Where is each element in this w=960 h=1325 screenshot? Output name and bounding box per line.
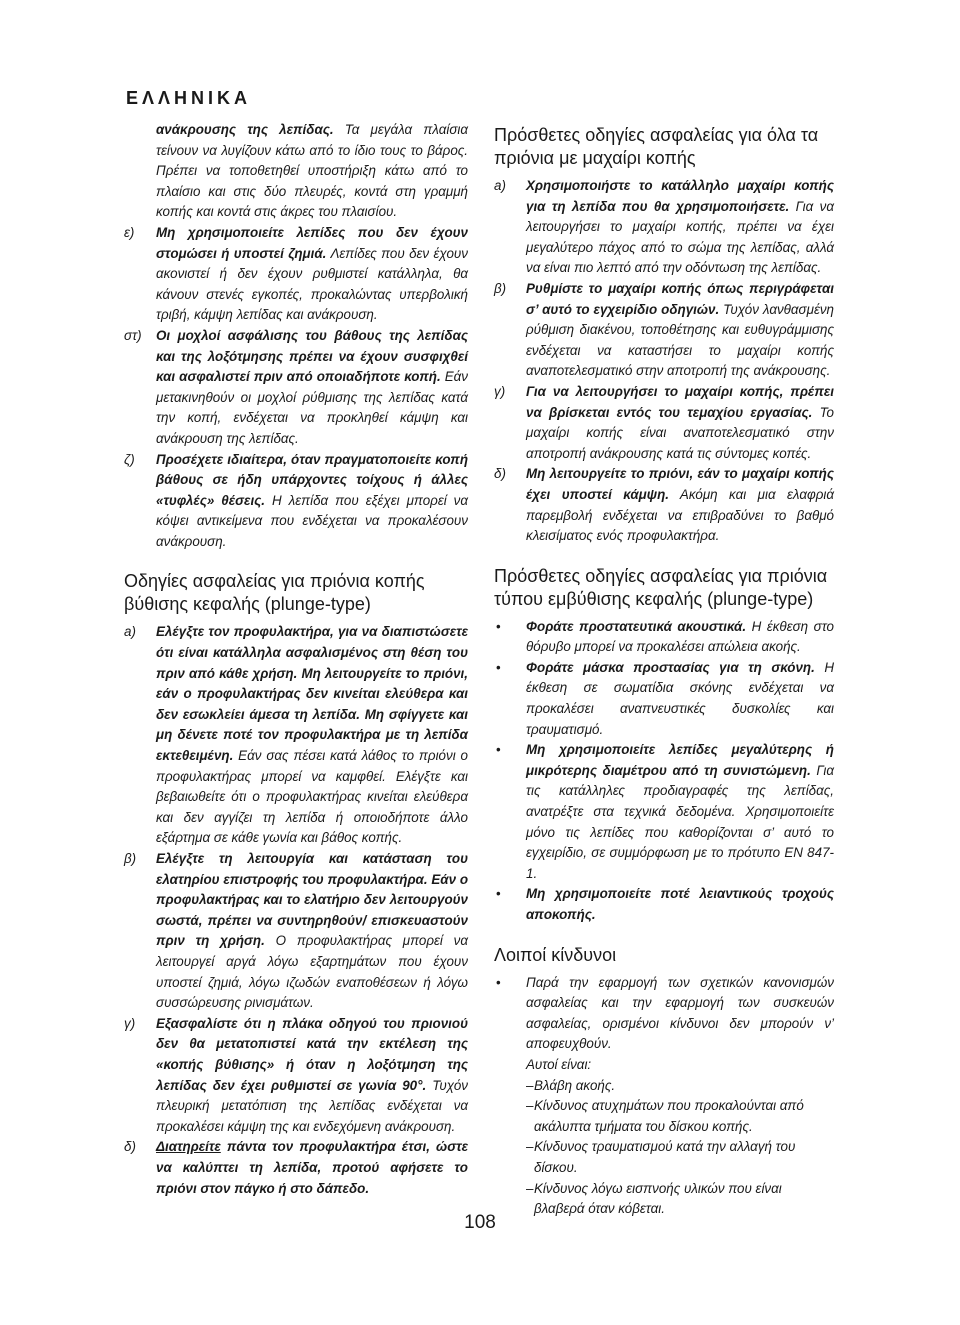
item-marker: δ) bbox=[494, 466, 506, 482]
section-heading-plunge-extra: Πρόσθετες οδηγίες ασφαλείας για πριόνια τύπου εμβύθισης κεφαλής (plunge-type) bbox=[494, 565, 828, 609]
risk-text: Κίνδυνος τραυματισμού κατά την αλλαγή του δίσκου. bbox=[534, 1139, 796, 1175]
item-b bbox=[494, 279, 834, 382]
page-number: 108 bbox=[464, 1212, 496, 1233]
risk-text: Βλάβη ακοής. bbox=[534, 1077, 616, 1093]
risk-item bbox=[494, 1137, 834, 1178]
item-marker: δ) bbox=[124, 1139, 136, 1155]
bullet-item bbox=[494, 973, 834, 1055]
bullet-marker: • bbox=[496, 618, 501, 634]
bullet-marker: • bbox=[496, 742, 501, 758]
dash-marker: – bbox=[526, 1098, 534, 1114]
dash-marker: – bbox=[526, 1180, 534, 1196]
item-bold-underlined: Διατηρείτε bbox=[156, 1139, 221, 1155]
item-text: Εάν μετακινηθούν οι μοχλοί ρύθμισης της λεπίδας κατά την κοπή, ενδέχεται να προκληθεί κάμψη και ανάκρουση της λεπίδας. bbox=[156, 369, 468, 446]
item-b bbox=[124, 849, 468, 1014]
item-text: Ακόμη και μια ελαφριά παρεμβολή ενδέχεται να επιβραδύνει το βαθμό κλεισίματος ενός προφυλακτήρα. bbox=[526, 486, 834, 544]
item-text: Τυχόν πλευρική μετατόπιση της λεπίδας ενδέχεται να προκαλέσει κάμψη της και ενδεχόμενη ανάκρουση. bbox=[156, 1077, 468, 1134]
item-text: Ο προφυλακτήρας μπορεί να λειτουργεί αργά λόγω εξαρτημάτων που έχουν υποστεί ζημιά, λόγω ιζωδών εναποθέσεων ή λόγω συσσώρευσης ρινισμάτων. bbox=[156, 933, 468, 1011]
item-d bbox=[494, 464, 834, 546]
item-marker: γ) bbox=[494, 383, 506, 399]
item-marker: β) bbox=[124, 851, 137, 866]
risk-text: Κίνδυνος λόγω εισπνοής υλικών που είναι βλαβερά όταν κόβεται. bbox=[534, 1180, 782, 1217]
item-a bbox=[124, 622, 468, 849]
item-g bbox=[124, 1014, 468, 1138]
intro-paragraph bbox=[124, 120, 468, 223]
item-marker: στ) bbox=[124, 327, 142, 343]
item-bold: Χρησιμοποιήστε το κατάλληλο μαχαίρι κοπής για τη λεπίδα που θα χρησιμοποιήσετε. bbox=[526, 178, 834, 214]
item-bold: Για να λειτουργήσει το μαχαίρι κοπής, πρέπει να βρίσκεται εντός του τεμαχίου εργασίας. bbox=[526, 383, 834, 420]
item-marker: a) bbox=[124, 624, 136, 640]
bullet-bold: Μη χρησιμοποιείτε ποτέ λειαντικούς τροχούς αποκοπής. bbox=[526, 886, 834, 922]
bullet-item bbox=[494, 884, 834, 925]
risk-item bbox=[494, 1096, 834, 1137]
item-bold: Ελέγξτε τον προφυλακτήρα, για να διαπιστώσετε ότι είναι κατάλληλα ασφαλισμένος στη θέση του πριν από κάθε χρήση. Μη λειτουργείτε το πριόνι, εάν ο προφυλακτήρας δεν κινείται ελεύθερα και δεν εσωκλείει άμεσα τη λεπίδα. Μη σφίγγετε και μη δένετε ποτέ τον προφυλακτήρα με τη λεπίδα εκτεθειμένη. bbox=[156, 624, 468, 764]
intro-text: Τα μεγάλα πλαίσια τείνουν να λυγίζουν κάτω από το ίδιο τους το βάρος. Πρέπει να τοποθετηθεί υποστήριξη κάτω από το πλαίσιο και στις δύο πλευρές, κοντά στη γραμμή κοπής και κοντά στις άκρες του πλαισίου. bbox=[156, 122, 468, 220]
item-bold: Μη χρησιμοποιείτε λεπίδες που δεν έχουν στομώσει ή υποστεί ζημιά. bbox=[156, 224, 468, 261]
item-text: Το μαχαίρι κοπής είναι αναποτελεσματικό στην αποτροπή ανάκρουσης κατά τις σύντομες κοπές. bbox=[526, 404, 834, 461]
bullet-item bbox=[494, 740, 834, 884]
bullet-text: Η έκθεση στο θόρυβο μπορεί να προκαλέσει απώλεια ακοής. bbox=[526, 618, 834, 655]
item-g bbox=[494, 382, 834, 464]
bullet-bold: Φοράτε προστατευτικά ακουστικά. bbox=[526, 618, 747, 634]
language-header: ΕΛΛΗΝΙΚΑ bbox=[126, 88, 252, 108]
bullet-continuation bbox=[494, 1055, 834, 1076]
item-text: Η λεπίδα που εξέχει μπορεί να κόψει αντικείμενα που ενδέχεται να προκαλέσουν ανάκρουση. bbox=[156, 492, 468, 549]
bullet-text: Για τις κατάλληλες προδιαγραφές της λεπίδας, ανατρέξτε στα τεχνικά δεδομένα. Χρησιμοποιείτε μόνο τις λεπίδες που καθορίζονται σ’ αυτό το εγχειρίδιο, σε συμμόρφωση με το πρότυπο EN 847-1. bbox=[526, 762, 835, 881]
item-d bbox=[124, 1137, 468, 1199]
item-bold: Εξασφαλίστε ότι η πλάκα οδηγού του πριονιού δεν θα μετατοπιστεί κατά την εκτέλεση της «κοπής βύθισης» ή όταν η λοξότμηση της λεπίδας δεν έχει ρυθμιστεί σε γωνία 90°. bbox=[156, 1015, 468, 1093]
item-bold: πάντα τον προφυλακτήρα έτσι, ώστε να καλύπτει τη λεπίδα, προτού αφήσετε το πριόνι στον πάγκο ή στο δάπεδο. bbox=[156, 1139, 468, 1196]
risk-item bbox=[494, 1076, 834, 1097]
item-e bbox=[124, 223, 468, 326]
bullet-item bbox=[494, 617, 834, 658]
item-text: Λεπίδες που δεν έχουν ακονιστεί ή δεν έχουν ρυθμιστεί κατάλληλα, θα κάνουν στενές εγκοπές, προκαλώντας υπερβολική τριβή, κάμψη λεπίδας και ανάκρουση. bbox=[156, 245, 468, 323]
item-bold: Ελέγξτε τη λειτουργία και κατάσταση του ελατηρίου επιστροφής του προφυλακτήρα. Εάν ο προφυλακτήρας και το ελατήριο δεν λειτουργούν σωστά, πρέπει να συντηρηθούν/ επισκευαστούν πριν τη χρήση. bbox=[156, 851, 468, 949]
section-heading-riving-knife: Πρόσθετες οδηγίες ασφαλείας για όλα τα πριόνια με μαχαίρι κοπής bbox=[494, 125, 819, 168]
section-heading-plunge: Οδηγίες ασφαλείας για πριόνια κοπής βύθισης κεφαλής (plunge-type) bbox=[124, 571, 425, 615]
dash-marker: – bbox=[526, 1077, 534, 1093]
item-text: Τυχόν λανθασμένη ρύθμιση διακένου, τοποθέτησης και ευθυγράμμισης ενδέχεται να καταστήσει το μαχαίρι κοπής αναποτελεσματικό στην αποτροπή της ανάκρουσης. bbox=[526, 301, 834, 379]
item-a bbox=[494, 176, 834, 279]
item-text: Εάν σας πέσει κατά λάθος το πριόνι ο προφυλακτήρας μπορεί να καμφθεί. Ελέγξτε και βεβαιωθείτε ότι ο προφυλακτήρας κινείται ελεύθερα και δεν αγγίζει τη λεπίδα ή οποιοδήποτε άλλο εξάρτημα σε κάθε γωνία και βάθος κοπής. bbox=[156, 748, 468, 846]
intro-bold: ανάκρουσης της λεπίδας. bbox=[156, 122, 334, 137]
right-column bbox=[494, 120, 834, 1220]
item-st bbox=[124, 326, 468, 450]
item-bold: Μη λειτουργείτε το πριόνι, εάν το μαχαίρι κοπής έχει υποστεί κάμψη. bbox=[526, 466, 834, 502]
bullet-marker: • bbox=[496, 974, 501, 990]
section-heading-residual-risks: Λοιποί κίνδυνοι bbox=[494, 944, 617, 965]
item-bold: Προσέχετε ιδιαίτερα, όταν πραγματοποιείτε κοπή βάθους σε ήδη υπάρχοντες τοίχους ή άλλες «τυφλές» θέσεις. bbox=[156, 451, 468, 508]
item-z bbox=[124, 450, 468, 553]
item-marker: γ) bbox=[124, 1015, 136, 1031]
item-marker: β) bbox=[494, 280, 507, 296]
bullet-text: Η έκθεση σε σωματίδια σκόνης ενδέχεται να προκαλέσει αναπνευστικές δυσκολίες και τραυματισμό. bbox=[526, 659, 834, 737]
item-bold: Οι μοχλοί ασφάλισης του βάθους της λεπίδας και της λοξότμησης πρέπει να έχουν συσφιχθεί και ασφαλιστεί πριν από οποιαδήποτε κοπή. bbox=[156, 327, 468, 385]
bullet-bold: Μη χρησιμοποιείτε λεπίδες μεγαλύτερης ή μικρότερης διαμέτρου από τη συνιστώμενη. bbox=[526, 742, 834, 778]
bullet-text: Παρά την εφαρμογή των σχετικών κανονισμών ασφαλείας και την εφαρμογή των συσκευών ασφαλείας, ορισμένοι κίνδυνοι δεν μπορούν ν’ αποφευχθούν. bbox=[526, 974, 834, 1052]
item-bold: Ρυθμίστε το μαχαίρι κοπής όπως περιγράφεται σ’ αυτό το εγχειρίδιο οδηγιών. bbox=[526, 280, 834, 317]
bullet-item bbox=[494, 658, 834, 740]
left-column bbox=[124, 120, 468, 1199]
dash-marker: – bbox=[526, 1139, 534, 1155]
bullet-marker: • bbox=[496, 659, 501, 675]
bullet-marker: • bbox=[496, 886, 501, 902]
item-marker: ζ) bbox=[124, 451, 135, 467]
risk-text: Κίνδυνος ατυχημάτων που προκαλούνται από ακάλυπτα τμήματα του δίσκου κοπής. bbox=[534, 1098, 804, 1134]
bullet-bold: Φοράτε μάσκα προστασίας για τη σκόνη. bbox=[526, 659, 815, 675]
bullet-text2: Αυτοί είναι: bbox=[526, 1056, 592, 1072]
item-marker: ε) bbox=[124, 224, 135, 240]
item-marker: a) bbox=[494, 178, 506, 193]
item-text: Για να λειτουργήσει το μαχαίρι κοπής, πρέπει να έχει μεγαλύτερο πάχος από το σώμα της λεπίδας, αλλά να είναι πιο λεπτό από την οδόντωση της λεπίδας. bbox=[526, 198, 834, 276]
